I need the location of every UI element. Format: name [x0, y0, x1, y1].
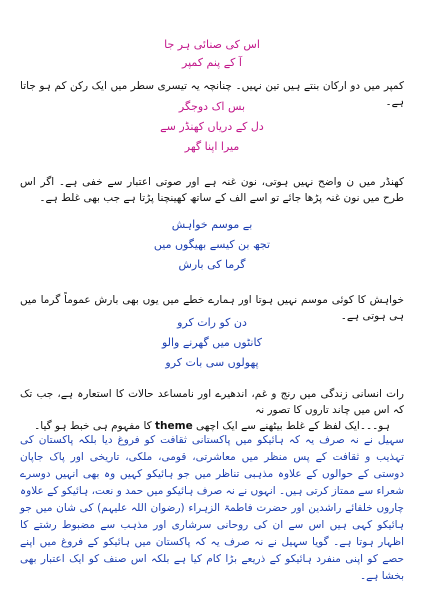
- poem-1: [20, 38, 404, 70]
- theme-word: theme: [155, 420, 193, 432]
- poem-3: [20, 218, 404, 272]
- paragraph-5: سہیل نے نہ صرف یہ کہ ہائیکو میں پاکستانی ثقافت کو فروغ دیا بلکہ پاکستان کی تہذیب و ثقافت کے پس منظر میں معاشرتی، قومی، ملکی، تاریخی اور پاک جاپان دوستی کے حوالوں کے علاوہ مذہبی تناظر میں جو ہائیکو کہیں وہ بھی انہیں دوسرے شعراء سے ممتاز کرتی ہیں۔ انہوں نے نہ صرف ہائیکو میں حمد و نعت، ہائیکو کے علاوہ چاروں خلفائے راشدین اور حضرت فاطمۃ الزہراء (رضوان اللہ علیہم) کی شان میں جو ہائیکو کہی ہیں اس سے ان کی روحانی سرشاری اور مذہب سے مضبوط رشتے کا اظہار ہوتا ہے۔ گویا سہیل نے نہ صرف یہ کہ پاکستان میں ہائیکو کے فروغ میں اپنے حصے کو اپنی منفرد ہائیکو کے ذریعے بڑا کام کیا ہے بلکہ اس صنف کو ایک اعتبار بھی بخشا ہے۔: [20, 434, 404, 582]
- poem-2-line-2: دل کے دریاں کھنڈر سے: [160, 120, 264, 133]
- poem-1-line-2: آ کے پنم کمپر: [182, 56, 242, 69]
- poem-3-line-1: بے موسم خواہش: [171, 218, 253, 231]
- poem-2: [20, 100, 404, 154]
- poem-2-line-1: بس اک دوجگر: [178, 100, 246, 113]
- poem-1-line-1: اس کی صنائی ہر جا: [164, 38, 260, 51]
- paragraph-4-line-2-end: کا مفہوم ہی خبط ہو گیا۔: [34, 420, 152, 432]
- paragraph-4-line-1: رات انسانی زندگی میں رنج و غم، اندھیرے اور نامساعد حالات کا استعارہ ہے، جب تک کہ اس میں چاند تاروں کا تصور نہ: [20, 388, 404, 416]
- paragraph-3: خواہش کا کوئی موسم نہیں ہوتا اور ہمارے خطے میں یوں بھی بارش عموماً گرما میں ہی ہوتی ہے۔: [20, 294, 404, 322]
- poem-4-line-3: پھولوں سی بات کرو: [165, 356, 259, 369]
- poem-3-line-3: گرما کی بارش: [178, 258, 246, 271]
- paragraph-4: [20, 386, 404, 434]
- poem-4-line-2: کانٹوں میں گھرنے والو: [161, 336, 263, 349]
- poem-4: [20, 316, 404, 370]
- poem-3-line-2: تجھ بن کیسے بھیگوں میں: [153, 238, 271, 251]
- paragraph-4-line-2-start: ہو۔۔۔ایک لفظ کے غلط بیٹھنے سے ایک اچھی: [196, 420, 390, 432]
- poem-4-line-1: دن کو رات کرو: [177, 316, 247, 329]
- paragraph-2: کھنڈر میں ن واضح نہیں ہوتی، نون غنہ ہے اور صوتی اعتبار سے خفی ہے۔ اگر اس طرح میں نون غنہ پڑھا جائے تو اسے الف کے ساتھ کھینچنا پڑتا ہے جب بھی غلط ہے۔: [20, 176, 404, 204]
- paragraph-1: کمپر میں دو ارکان بنتے ہیں تین نہیں۔ چنانچہ یہ تیسری سطر میں ایک رکن کم ہو جاتا ہے۔: [20, 80, 404, 108]
- poem-2-line-3: میرا اپنا گھر: [184, 140, 240, 153]
